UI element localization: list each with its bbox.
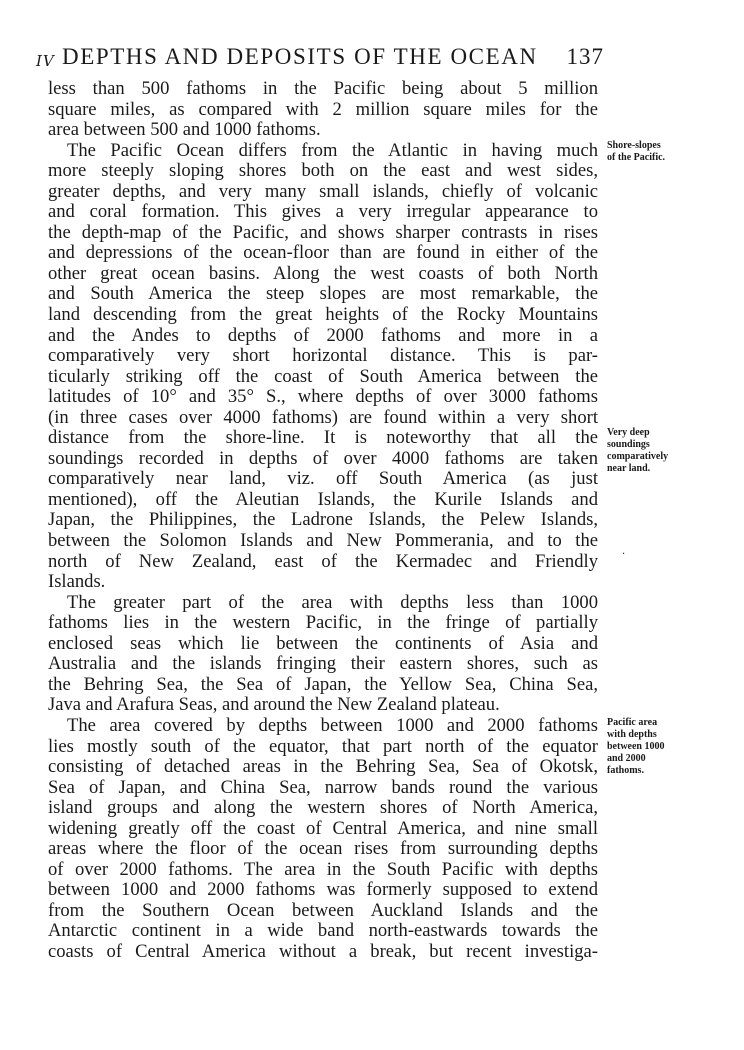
text-line: fathoms lies in the western Pacific, in the fringe of partially — [48, 612, 598, 634]
text-line: greater depths, and very many small islands, chiefly of volcanic — [48, 180, 598, 202]
body-text — [48, 79, 598, 963]
text-line: latitudes of 10° and 35° S., where depths of over 3000 fathoms — [48, 386, 598, 408]
text-line: soundings recorded in depths of over 4000 fathoms are taken — [48, 447, 598, 469]
text-line: land descending from the great heights of the Rocky Mountains — [48, 304, 598, 326]
running-title: DEPTHS AND DEPOSITS OF THE OCEAN — [62, 44, 538, 69]
running-header — [36, 44, 602, 74]
margin-note-line: with depths — [607, 729, 657, 740]
text-line: between 1000 and 2000 fathoms was formerly supposed to extend — [48, 879, 598, 901]
text-line: areas where the floor of the ocean rises from surrounding depths — [48, 838, 598, 860]
margin-note-line: of the Pacific. — [607, 152, 666, 163]
margin-note-line: near land. — [607, 463, 651, 474]
margin-note-line: Very deep — [607, 427, 650, 438]
text-line: Australia and the islands fringing their eastern shores, such as — [48, 653, 598, 675]
text-line: The area covered by depths between 1000 and 2000 fathoms — [67, 714, 598, 736]
text-line: island groups and along the western shores of North America, — [48, 797, 598, 819]
text-line: and South America the steep slopes are most remarkable, the — [48, 283, 598, 305]
text-line: the depth-map of the Pacific, and shows sharper contrasts in rises — [48, 221, 598, 243]
text-line: (in three cases over 4000 fathoms) are found within a very short — [48, 406, 598, 428]
text-line: other great ocean basins. Along the west coasts of both North — [48, 262, 598, 284]
text-line: from the Southern Ocean between Auckland Islands and the — [48, 899, 598, 921]
text-line: mentioned), off the Aleutian Islands, the Kurile Islands and — [48, 488, 598, 510]
margin-note-line: Pacific area — [607, 717, 658, 728]
margin-note-shore-slopes — [607, 140, 665, 164]
text-line: Java and Arafura Seas, and around the New Zealand plateau. — [48, 694, 500, 716]
text-line: north of New Zealand, east of the Kermadec and Friendly — [48, 550, 598, 572]
margin-note-line: soundings — [607, 439, 650, 450]
text-line: lies mostly south of the equator, that part north of the equator — [48, 735, 598, 757]
text-line: consisting of detached areas in the Behring Sea, Sea of Okotsk, — [48, 756, 598, 778]
margin-note-line: between 1000 — [607, 741, 665, 752]
stray-mark: · — [622, 549, 626, 560]
text-line: Antarctic continent in a wide band north-eastwards towards the — [48, 920, 598, 942]
text-line: and coral formation. This gives a very irregular appearance to — [48, 201, 598, 223]
text-line: the Behring Sea, the Sea of Japan, the Yellow Sea, China Sea, — [48, 673, 598, 695]
text-line: less than 500 fathoms in the Pacific being about 5 million — [48, 78, 598, 99]
page-number: 137 — [566, 44, 604, 69]
text-line: The Pacific Ocean differs from the Atlantic in having much — [67, 139, 598, 161]
margin-note-pacific-area — [607, 717, 665, 777]
text-line: square miles, as compared with 2 million square miles for the — [48, 98, 598, 120]
text-line: Sea of Japan, and China Sea, narrow bands round the various — [48, 776, 598, 798]
text-line: comparatively near land, viz. off South America (as just — [48, 468, 598, 490]
margin-note-line: fathoms. — [607, 765, 644, 776]
text-line: widening greatly off the coast of Central America, and nine small — [48, 817, 598, 839]
margin-note-line: and 2000 — [607, 753, 646, 764]
text-line: and the Andes to depths of 2000 fathoms and more in a — [48, 324, 598, 346]
text-line: The greater part of the area with depths less than 1000 — [67, 591, 598, 613]
margin-note-deep-soundings — [607, 427, 668, 475]
margin-note-line: comparatively — [607, 451, 669, 462]
text-line: between the Solomon Islands and New Pommerania, and to the — [48, 530, 598, 552]
margin-note-line: Shore-slopes — [607, 140, 661, 151]
text-line: of over 2000 fathoms. The area in the South Pacific with depths — [48, 858, 598, 880]
text-line: more steeply sloping shores both on the east and west sides, — [48, 160, 598, 182]
text-line: distance from the shore-line. It is noteworthy that all the — [48, 427, 598, 449]
text-line: Islands. — [48, 571, 106, 593]
text-line: enclosed seas which lie between the continents of Asia and — [48, 632, 598, 654]
text-line: area between 500 and 1000 fathoms. — [48, 119, 321, 141]
text-line: Japan, the Philippines, the Ladrone Islands, the Pelew Islands, — [48, 509, 598, 531]
chapter-number: IV — [36, 52, 55, 70]
text-line: coasts of Central America without a break, but recent investiga- — [48, 940, 598, 962]
text-line: comparatively very short horizontal distance. This is par- — [48, 345, 598, 367]
text-line: and depressions of the ocean-floor than are found in either of the — [48, 242, 598, 264]
text-line: ticularly striking off the coast of South America between the — [48, 365, 598, 387]
